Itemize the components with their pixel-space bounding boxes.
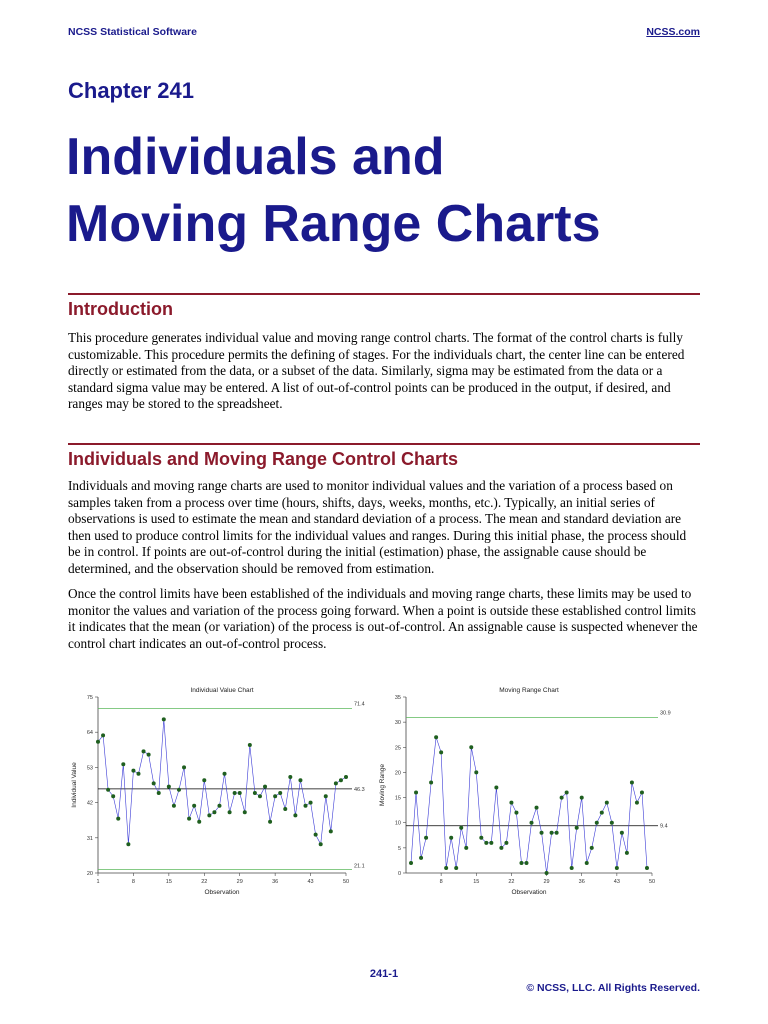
data-point: [233, 791, 237, 795]
data-point: [550, 831, 554, 835]
section-rule: [68, 293, 700, 295]
data-point: [329, 829, 333, 833]
data-point: [409, 861, 413, 865]
data-point: [509, 801, 513, 805]
data-point: [278, 791, 282, 795]
x-tick-label: 50: [342, 879, 350, 885]
data-point: [479, 836, 483, 840]
x-axis-label: Observation: [511, 889, 547, 896]
x-tick-label: 15: [165, 879, 172, 885]
x-tick-label: 22: [508, 879, 515, 885]
data-point: [334, 781, 338, 785]
data-point: [177, 788, 181, 792]
data-point: [434, 735, 438, 739]
data-point: [238, 791, 242, 795]
data-point: [207, 813, 211, 817]
data-point: [469, 745, 473, 749]
data-point: [157, 791, 161, 795]
data-point: [640, 791, 644, 795]
data-point: [298, 778, 302, 782]
data-point: [293, 813, 297, 817]
data-point: [464, 846, 468, 850]
data-point: [419, 856, 423, 860]
data-point: [197, 820, 201, 824]
header-software-name: NCSS Statistical Software: [68, 26, 197, 38]
intro-heading: Introduction: [68, 299, 173, 319]
x-tick-label: 50: [648, 879, 656, 885]
y-tick-label: 53: [86, 765, 93, 772]
data-point: [555, 831, 559, 835]
page-number: 241-1: [369, 968, 399, 980]
data-point: [630, 780, 634, 784]
header-site-link[interactable]: NCSS.com: [646, 26, 700, 38]
x-tick-label: 36: [272, 879, 279, 885]
data-point: [217, 804, 221, 808]
data-point: [540, 831, 544, 835]
data-point: [121, 762, 125, 766]
data-point: [187, 817, 191, 821]
data-point: [283, 807, 287, 811]
data-point: [635, 801, 639, 805]
data-point: [545, 871, 549, 875]
data-point: [223, 772, 227, 776]
data-point: [212, 810, 216, 814]
x-tick-label: 36: [578, 879, 585, 885]
data-point: [106, 788, 110, 792]
data-point: [590, 846, 594, 850]
x-tick-label: 29: [543, 879, 550, 885]
data-point: [273, 794, 277, 798]
x-tick-label: 43: [307, 879, 314, 885]
data-point: [172, 804, 176, 808]
data-point: [319, 842, 323, 846]
data-point: [228, 810, 232, 814]
data-point: [615, 866, 619, 870]
data-point: [565, 791, 569, 795]
data-point: [324, 794, 328, 798]
chapter-number: Chapter 241: [68, 78, 194, 103]
data-point: [167, 785, 171, 789]
data-point: [152, 781, 156, 785]
data-point: [147, 753, 151, 757]
x-tick-label: 43: [613, 879, 620, 885]
data-point: [484, 841, 488, 845]
individual-value-chart: [68, 683, 378, 905]
page-title: [66, 124, 601, 258]
data-point: [474, 770, 478, 774]
data-point: [449, 836, 453, 840]
series-line: [411, 737, 647, 873]
y-tick-label: 30: [394, 720, 401, 727]
data-point: [243, 810, 247, 814]
copyright: © NCSS, LLC. All Rights Reserved.: [526, 982, 700, 994]
data-point: [424, 836, 428, 840]
data-point: [339, 778, 343, 782]
y-tick-label: 31: [86, 835, 93, 842]
data-point: [263, 785, 267, 789]
data-point: [530, 821, 534, 825]
data-point: [535, 806, 539, 810]
data-point: [142, 749, 146, 753]
center-line-label: 9.4: [660, 823, 668, 830]
data-point: [288, 775, 292, 779]
series-line: [98, 719, 346, 844]
y-tick-label: 0: [397, 871, 401, 877]
ucl-label: 30.9: [660, 710, 671, 717]
center-line-label: 46.3: [354, 786, 365, 793]
data-point: [101, 733, 105, 737]
intro-paragraph: This procedure generates individual value and moving range control charts. The format of the control charts is fully customizable. This procedure permits the defining of stages. For the individuals chart, the center line can be entered directly or estimated from the data, or a subset of the data. Similarly, sigma may be estimated from the data or a standard sigma value may be entered. A list of out-of-control points can be produced in the output, if desired, and ranges may be stored to the spreadsheet.: [68, 330, 685, 412]
data-point: [131, 769, 135, 773]
x-tick-label: 15: [473, 879, 480, 885]
moving-range-chart: [372, 683, 672, 905]
data-point: [126, 842, 130, 846]
data-point: [524, 861, 528, 865]
section-paragraph-1: Individuals and moving range charts are used to monitor individual values and the variation of a process based on samples taken from a process over time (hours, shifts, days, weeks, months, etc.). Typically, an initial series of observations is used to estimate the mean and standard deviation of a process. The mean and standard deviation are then used to produce control limits for the individual values and ranges. During this initial phase, the process should be in control. If points are out-of-control during the initial (estimation) phase, the assignable cause should be determined, and the observation should be removed from estimation.: [68, 478, 687, 576]
data-point: [645, 866, 649, 870]
data-point: [494, 786, 498, 790]
lcl-label: 21.1: [354, 863, 365, 870]
data-point: [253, 791, 257, 795]
data-point: [570, 866, 574, 870]
data-point: [625, 851, 629, 855]
data-point: [136, 772, 140, 776]
data-point: [414, 791, 418, 795]
y-tick-label: 15: [394, 795, 401, 802]
data-point: [489, 841, 493, 845]
data-point: [444, 866, 448, 870]
x-tick-label: 8: [439, 879, 443, 885]
ucl-label: 71.4: [354, 701, 365, 708]
x-tick-label: 1: [96, 879, 100, 885]
data-point: [620, 831, 624, 835]
chart-title: Individual Value Chart: [190, 687, 254, 694]
data-point: [580, 796, 584, 800]
y-tick-label: 20: [394, 770, 401, 777]
data-point: [459, 826, 463, 830]
data-point: [111, 794, 115, 798]
data-point: [258, 794, 262, 798]
data-point: [575, 826, 579, 830]
y-tick-label: 10: [394, 820, 401, 827]
data-point: [600, 811, 604, 815]
title-line-1: Individuals and: [66, 128, 445, 186]
x-tick-label: 29: [236, 879, 243, 885]
y-tick-label: 5: [397, 845, 401, 852]
y-tick-label: 75: [86, 695, 93, 701]
y-tick-label: 35: [394, 695, 401, 701]
data-point: [504, 841, 508, 845]
data-point: [439, 750, 443, 754]
data-point: [202, 778, 206, 782]
x-axis-label: Observation: [204, 889, 240, 896]
data-point: [268, 820, 272, 824]
data-point: [514, 811, 518, 815]
section-heading: Individuals and Moving Range Control Charts: [68, 449, 459, 469]
y-axis-label: Individual Value: [71, 762, 78, 808]
data-point: [304, 804, 308, 808]
data-point: [454, 866, 458, 870]
data-point: [605, 801, 609, 805]
data-point: [585, 861, 589, 865]
data-point: [192, 804, 196, 808]
data-point: [560, 796, 564, 800]
data-point: [116, 817, 120, 821]
y-tick-label: 42: [86, 800, 93, 807]
data-point: [182, 765, 186, 769]
x-tick-label: 8: [131, 879, 135, 885]
data-point: [248, 743, 252, 747]
data-point: [610, 821, 614, 825]
section-paragraph-2: Once the control limits have been established of the individuals and moving range charts, these limits may be used to monitor the values and variation of the process going forward. When a point is outside these established control limits it indicates that the mean (or variation) of the process is out-of-control. An assignable cause is suspected whenever the control chart indicates an out-of-control process.: [68, 586, 698, 651]
title-line-2: Moving Range Charts: [66, 195, 601, 253]
y-tick-label: 25: [394, 745, 401, 752]
data-point: [162, 717, 166, 721]
y-tick-label: 20: [86, 871, 93, 877]
chart-title: Moving Range Chart: [499, 687, 559, 694]
data-point: [314, 833, 318, 837]
y-axis-label: Moving Range: [379, 764, 386, 806]
x-tick-label: 22: [201, 879, 208, 885]
y-tick-label: 64: [86, 730, 93, 737]
data-point: [499, 846, 503, 850]
data-point: [595, 821, 599, 825]
data-point: [344, 775, 348, 779]
data-point: [519, 861, 523, 865]
data-point: [309, 801, 313, 805]
data-point: [429, 780, 433, 784]
data-point: [96, 740, 100, 744]
section-rule: [68, 443, 700, 445]
